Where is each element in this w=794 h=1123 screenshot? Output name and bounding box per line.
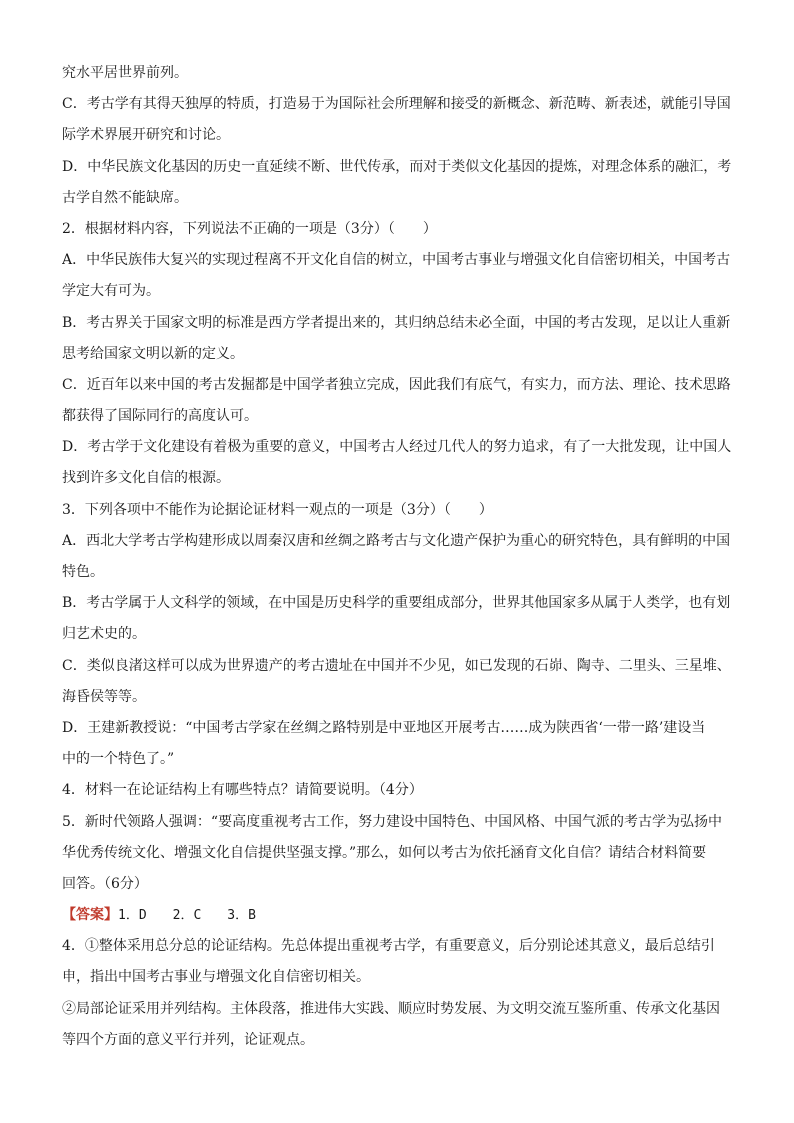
text-line: C．考古学有其得天独厚的特质，打造易于为国际社会所理解和接受的新概念、新范畴、新表述，就能引导国 [62, 96, 731, 113]
text-line: D．中华民族文化基因的历史一直延续不断、世代传承，而对于类似文化基因的提炼，对理念体系的融汇，考 [62, 158, 732, 175]
answer-text: 1．D 2．C 3．B [118, 908, 256, 924]
text-line: 中的一个特色了。” [62, 751, 175, 768]
text-line: 学定大有可为。 [62, 283, 160, 300]
text-line: A．西北大学考古学构建形成以周秦汉唐和丝绸之路考古与文化遗产保护为重心的研究特色，具有鲜明的中国 [62, 532, 731, 549]
text-line: 思考给国家文明以新的定义。 [62, 345, 244, 362]
text-line: 古学自然不能缺席。 [62, 189, 188, 206]
text-line: D．考古学于文化建设有着极为重要的意义，中国考古人经过几代人的努力追求，有了一大批发现，让中国人 [62, 439, 732, 456]
answer-explanation-line: 4．①整体采用总分总的论证结构。先总体提出重视考古学，有重要意义，后分别论述其意义，最后总结引 [62, 938, 715, 955]
text-line: A．中华民族伟大复兴的实现过程离不开文化自信的树立，中国考古事业与增强文化自信密切相关，中国考古 [62, 252, 731, 269]
answer-line [62, 900, 734, 931]
question-4-stem: 4．材料一在论证结构上有哪些特点？请简要说明。（4分） [62, 782, 423, 799]
text-line: 找到许多文化自信的根源。 [62, 470, 230, 487]
text-line: 特色。 [62, 564, 104, 580]
question-3-stem: 3．下列各项中不能作为论据论证材料一观点的一项是（3分）（ ） [62, 501, 493, 518]
answer-explanation-line: 等四个方面的意义平行并列，论证观点。 [62, 1031, 314, 1048]
text-line: 海昏侯等等。 [62, 688, 146, 705]
document-page [62, 58, 734, 1056]
text-line: 际学术界展开研究和讨论。 [62, 127, 230, 144]
text-line: C．近百年以来中国的考古发掘都是中国学者独立完成，因此我们有底气，有实力，而方法、理论、技术思路 [62, 376, 731, 393]
text-line: D．王建新教授说：“中国考古学家在丝绸之路特别是中亚地区开展考古……成为陕西省‘一带一路’建设当 [62, 719, 706, 736]
answer-explanation-line: ②局部论证采用并列结构。主体段落，推进伟大实践、顺应时势发展、为文明交流互鉴所重、传承文化基因 [62, 1000, 720, 1017]
text-line: B．考古学属于人文科学的领域，在中国是历史科学的重要组成部分，世界其他国家多从属于人类学，也有划 [62, 595, 731, 612]
text-line: 归艺术史的。 [62, 626, 146, 643]
answer-explanation-line: 申，指出中国考古事业与增强文化自信密切相关。 [62, 969, 370, 986]
answer-tag: 【答案】 [62, 907, 118, 924]
text-line: 都获得了国际同行的高度认可。 [62, 408, 258, 425]
question-5-stem: 5．新时代领路人强调：“要高度重视考古工作，努力建设中国特色、中国风格、中国气派的考古学为弘扬中 [62, 813, 723, 830]
text-line: B．考古界关于国家文明的标准是西方学者提出来的，其归纳总结未必全面，中国的考古发现，足以让人重新 [62, 314, 731, 331]
text-line: 华优秀传统文化、增强文化自信提供坚强支撑。”那么，如何以考古为依托涵育文化自信？请结合材料简要 [62, 844, 707, 861]
text-line: 究水平居世界前列。 [62, 65, 188, 81]
question-2-stem: 2．根据材料内容，下列说法不正确的一项是（3分）（ ） [62, 220, 437, 237]
text-line: C．类似良渚这样可以成为世界遗产的考古遗址在中国并不少见，如已发现的石峁、陶寺、二里头、三星堆、 [62, 657, 731, 674]
text-line: 回答。（6分） [62, 875, 148, 892]
